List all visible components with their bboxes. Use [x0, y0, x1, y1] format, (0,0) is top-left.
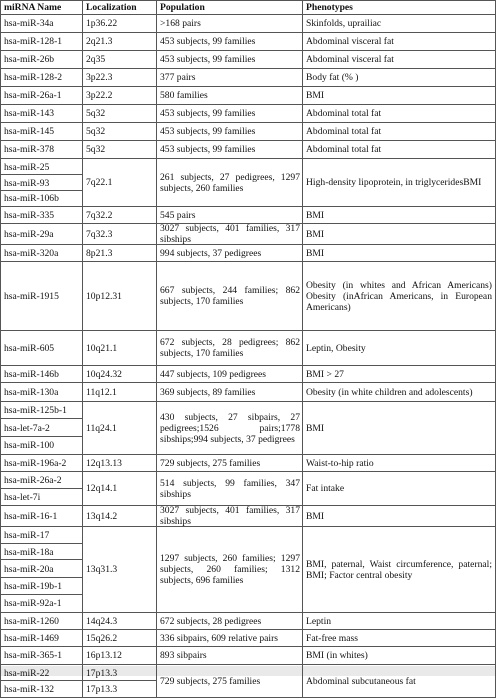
mirna-name-cell-text: hsa-miR-146b	[4, 368, 59, 380]
phenotype-cell-text: BMI	[306, 247, 325, 259]
phenotype-cell-text: Abdominal total fat	[306, 126, 382, 137]
header-mirna-name	[1, 0, 83, 14]
localization-cell	[83, 141, 157, 158]
mirna-name-cell	[1, 472, 83, 489]
localization-cell-text: 10q24.32	[86, 368, 122, 380]
header-mirna-name-text: miRNA Name	[4, 1, 62, 13]
population-cell	[157, 383, 303, 401]
mirna-name-cell-text: hsa-miR-320a	[4, 247, 59, 259]
population-cell-text: 545 pairs	[160, 209, 196, 221]
header-population	[157, 0, 303, 14]
mirna-name-cell	[1, 245, 83, 261]
population-cell	[157, 331, 303, 365]
localization-cell	[83, 51, 157, 68]
mirna-name-cell-text: hsa-miR-605	[4, 342, 55, 354]
localization-cell-text: 1p36.22	[86, 18, 118, 29]
mirna-name-cell-text: hsa-miR-335	[4, 209, 55, 221]
mirna-name-cell-text: hsa-miR-26b	[4, 54, 55, 65]
phenotype-cell	[303, 331, 495, 365]
mirna-name-cell-text: hsa-miR-29a	[4, 228, 54, 240]
population-cell-text: 729 subjects, 275 families	[160, 675, 261, 687]
mirna-name-cell	[1, 419, 83, 437]
localization-cell-text: 10p12.31	[86, 290, 122, 302]
localization-cell	[83, 245, 157, 261]
mirna-name-cell-text: hsa-miR-26a-2	[4, 475, 62, 486]
localization-cell	[83, 506, 157, 526]
phenotype-cell-text: BMI > 27	[306, 368, 344, 380]
phenotype-cell	[303, 69, 495, 86]
localization-cell	[83, 15, 157, 32]
population-cell-text: 261 subjects, 27 pedigrees, 1297 subjects, 260 families	[160, 171, 300, 194]
localization-cell	[83, 665, 157, 681]
localization-cell-text: 12q13.13	[86, 457, 122, 469]
header-phenotypes-text: Phenotypes	[306, 1, 353, 13]
population-cell	[157, 51, 303, 68]
mirna-name-cell	[1, 613, 83, 629]
mirna-name-cell-text: hsa-miR-1260	[4, 615, 59, 627]
mirna-name-cell	[1, 224, 83, 244]
mirna-name-cell-text: hsa-miR-19b-1	[4, 581, 63, 592]
localization-cell	[83, 224, 157, 244]
population-cell-text: 893 sibpairs	[160, 650, 207, 661]
localization-cell-text: 2q21.3	[86, 36, 113, 47]
table-rule	[302, 0, 303, 698]
localization-cell-text: 16p13.12	[86, 650, 122, 661]
population-cell-text: 729 subjects, 275 families	[160, 457, 261, 469]
table-rule	[0, 0, 1, 698]
population-cell	[157, 613, 303, 629]
population-cell	[157, 105, 303, 122]
localization-cell-text: 11q12.1	[86, 386, 117, 398]
localization-cell	[83, 630, 157, 646]
mirna-name-cell	[1, 69, 83, 86]
mirna-name-cell	[1, 262, 83, 330]
localization-cell	[83, 207, 157, 223]
population-cell	[157, 33, 303, 50]
phenotype-cell	[303, 402, 495, 454]
population-cell-text: 447 subjects, 109 pedigrees	[160, 368, 267, 380]
localization-cell-text: 2q35	[86, 54, 106, 65]
phenotype-cell	[303, 630, 495, 646]
population-cell-text: 453 subjects, 99 families	[160, 54, 256, 65]
mirna-name-cell-text: hsa-miR-1469	[4, 632, 59, 644]
phenotype-cell-text: High-density lipoprotein, in triglyceridesBMI	[306, 177, 482, 188]
population-cell-text: 3027 subjects, 401 families, 317 sibships	[160, 506, 300, 526]
mirna-name-cell-text: hsa-let-7i	[4, 491, 41, 503]
mirna-name-cell	[1, 191, 83, 206]
phenotype-cell	[303, 665, 495, 697]
mirna-name-cell	[1, 506, 83, 526]
localization-cell	[83, 383, 157, 401]
mirna-name-cell	[1, 544, 83, 560]
population-cell	[157, 224, 303, 244]
population-cell-text: 672 subjects, 28 pedigrees	[160, 615, 262, 627]
mirna-name-cell	[1, 527, 83, 544]
mirna-name-cell	[1, 595, 83, 612]
mirna-name-cell	[1, 560, 83, 578]
phenotype-cell	[303, 472, 495, 505]
localization-cell	[83, 366, 157, 382]
localization-cell-text: 15q26.2	[86, 632, 118, 644]
phenotype-cell-text: BMI	[306, 422, 325, 434]
phenotype-cell	[303, 51, 495, 68]
population-cell	[157, 647, 303, 664]
localization-cell	[83, 402, 157, 454]
phenotype-cell-text: BMI	[306, 209, 325, 221]
mirna-name-cell	[1, 665, 83, 681]
mirna-name-cell	[1, 51, 83, 68]
population-cell	[157, 366, 303, 382]
population-cell-text: 430 subjects, 27 sibpairs, 27 pedigrees;1526 pairs;1778 sibships;994 subjects, 37 pedigrees	[160, 411, 300, 445]
phenotype-cell	[303, 613, 495, 629]
phenotype-cell	[303, 207, 495, 223]
phenotype-cell-text: Fat intake	[306, 483, 345, 494]
population-cell-text: 377 pairs	[160, 72, 196, 83]
phenotype-cell-text: BMI	[306, 510, 325, 522]
phenotype-cell	[303, 245, 495, 261]
mirna-name-cell-text: hsa-miR-17	[4, 530, 50, 541]
population-cell	[157, 455, 303, 471]
localization-cell-text: 7q32.3	[86, 228, 113, 240]
localization-cell-text: 3p22.3	[86, 72, 113, 83]
mirna-name-cell	[1, 437, 83, 454]
localization-cell-text: 5q32	[86, 108, 106, 119]
phenotype-cell	[303, 262, 495, 330]
localization-cell-text: 3p22.2	[86, 90, 113, 101]
phenotype-cell-text: Abdominal visceral fat	[306, 36, 394, 47]
mirna-name-cell	[1, 175, 83, 191]
localization-cell	[83, 33, 157, 50]
localization-cell	[83, 681, 157, 697]
population-cell	[157, 207, 303, 223]
localization-cell-text: 12q14.1	[86, 483, 118, 494]
phenotype-cell-text: BMI, paternal, Waist circumference, paternal; BMI; Factor central obesity	[306, 558, 492, 581]
mirna-name-cell	[1, 402, 83, 419]
mirna-name-cell-text: hsa-miR-145	[4, 126, 55, 137]
phenotype-cell-text: BMI (in whites)	[306, 650, 368, 661]
table-rule	[156, 0, 157, 698]
phenotype-cell-text: Abdominal subcutaneous fat	[306, 675, 416, 687]
population-cell-text: >168 pairs	[160, 18, 201, 29]
population-cell-text: 453 subjects, 99 families	[160, 108, 256, 119]
mirna-name-cell-text: hsa-miR-26a-1	[4, 90, 62, 101]
localization-cell-text: 7q32.2	[86, 209, 113, 221]
phenotype-cell	[303, 105, 495, 122]
mirna-name-cell	[1, 123, 83, 140]
localization-cell	[83, 123, 157, 140]
mirna-name-cell	[1, 383, 83, 401]
localization-cell-text: 10q21.1	[86, 342, 118, 354]
population-cell	[157, 472, 303, 505]
table-rule	[0, 0, 496, 1]
mirna-name-cell	[1, 366, 83, 382]
localization-cell-text: 11q24.1	[86, 422, 117, 434]
population-cell	[157, 630, 303, 646]
population-cell	[157, 141, 303, 158]
phenotype-cell-text: Abdominal visceral fat	[306, 54, 394, 65]
localization-cell	[83, 472, 157, 505]
mirna-name-cell-text: hsa-miR-365-1	[4, 650, 63, 661]
population-cell	[157, 123, 303, 140]
header-phenotypes	[303, 0, 495, 14]
population-cell-text: 672 subjects, 28 pedigrees; 862 subjects, 170 families	[160, 337, 300, 359]
localization-cell	[83, 105, 157, 122]
phenotype-cell	[303, 15, 495, 32]
header-population-text: Population	[160, 1, 205, 13]
mirna-name-cell-text: hsa-miR-100	[4, 440, 55, 451]
phenotype-cell	[303, 647, 495, 664]
phenotype-cell-text: Abdominal total fat	[306, 108, 382, 119]
population-cell	[157, 402, 303, 454]
phenotype-cell	[303, 506, 495, 526]
mirna-name-cell-text: hsa-let-7a-2	[4, 422, 50, 434]
phenotype-cell	[303, 366, 495, 382]
phenotype-cell	[303, 123, 495, 140]
phenotype-cell	[303, 455, 495, 471]
mirna-name-cell-text: hsa-miR-16-1	[4, 510, 58, 522]
localization-cell	[83, 69, 157, 86]
localization-cell	[83, 262, 157, 330]
mirna-name-cell-text: hsa-miR-34a	[4, 18, 54, 29]
localization-cell-text: 8p21.3	[86, 247, 113, 259]
localization-cell-text: 14q24.3	[86, 615, 118, 627]
localization-cell	[83, 331, 157, 365]
phenotype-cell	[303, 527, 495, 612]
mirna-name-cell	[1, 15, 83, 32]
localization-cell	[83, 159, 157, 206]
localization-cell-text: 17p13.3	[86, 667, 118, 679]
population-cell-text: 667 subjects, 244 families; 862 subjects, 170 families	[160, 285, 300, 307]
population-cell	[157, 15, 303, 32]
mirna-name-cell-text: hsa-miR-125b-1	[4, 405, 67, 416]
mirna-name-cell-text: hsa-miR-93	[4, 177, 50, 189]
phenotype-cell-text: Skinfolds, uprailiac	[306, 18, 382, 29]
localization-cell-text: 13q14.2	[86, 510, 118, 522]
mirna-name-cell-text: hsa-miR-1915	[4, 290, 59, 302]
mirna-name-cell-text: hsa-miR-18a	[4, 546, 54, 558]
header-localization	[83, 0, 157, 14]
mirna-name-cell	[1, 455, 83, 471]
phenotype-cell-text: Leptin	[306, 615, 332, 627]
phenotype-cell	[303, 224, 495, 244]
mirna-name-cell-text: hsa-miR-128-1	[4, 36, 63, 47]
population-cell	[157, 159, 303, 206]
phenotype-cell-text: BMI	[306, 228, 325, 240]
phenotype-cell	[303, 383, 495, 401]
mirna-name-cell	[1, 489, 83, 505]
table-rule	[82, 0, 83, 698]
header-localization-text: Localization	[86, 1, 137, 13]
mirna-name-cell	[1, 331, 83, 365]
phenotype-cell-text: Waist-to-hip ratio	[306, 457, 374, 469]
population-cell-text: 369 subjects, 89 families	[160, 386, 256, 398]
population-cell-text: 3027 subjects, 401 families, 317 sibships	[160, 224, 300, 244]
mirna-name-cell	[1, 647, 83, 664]
localization-cell	[83, 87, 157, 104]
mirna-name-cell	[1, 681, 83, 697]
population-cell	[157, 245, 303, 261]
mirna-name-cell	[1, 33, 83, 50]
mirna-name-cell-text: hsa-miR-128-2	[4, 72, 63, 83]
phenotype-cell-text: Abdominal total fat	[306, 144, 382, 155]
localization-cell	[83, 647, 157, 664]
mirna-name-cell	[1, 578, 83, 595]
phenotype-cell-text: Leptin, Obesity	[306, 342, 366, 354]
localization-cell-text: 17p13.3	[86, 683, 118, 695]
phenotype-cell-text: Fat-free mass	[306, 632, 358, 644]
mirna-name-cell	[1, 207, 83, 223]
population-cell-text: 453 subjects, 99 families	[160, 36, 256, 47]
mirna-name-cell	[1, 159, 83, 175]
localization-cell	[83, 455, 157, 471]
population-cell-text: 453 subjects, 99 families	[160, 144, 256, 155]
mirna-name-cell-text: hsa-miR-130a	[4, 386, 59, 398]
population-cell-text: 580 families	[160, 90, 208, 101]
mirna-name-cell	[1, 87, 83, 104]
population-cell	[157, 87, 303, 104]
phenotype-cell-text: BMI	[306, 90, 325, 101]
mirna-name-cell	[1, 105, 83, 122]
mirna-name-cell-text: hsa-miR-143	[4, 108, 55, 119]
phenotype-cell-text: Body fat (% )	[306, 72, 359, 83]
population-cell-text: 994 subjects, 37 pedigrees	[160, 247, 262, 259]
mirna-name-cell-text: hsa-miR-378	[4, 144, 55, 155]
phenotype-cell-text: Obesity (in whites and African Americans) Obesity (inAfrican Americans, in European Americans)	[306, 279, 492, 313]
localization-cell-text: 5q32	[86, 144, 106, 155]
phenotype-cell	[303, 33, 495, 50]
mirna-name-cell	[1, 630, 83, 646]
population-cell	[157, 262, 303, 330]
phenotype-cell	[303, 141, 495, 158]
localization-cell-text: 13q31.3	[86, 564, 118, 575]
mirna-name-cell-text: hsa-miR-132	[4, 683, 55, 695]
population-cell	[157, 506, 303, 526]
localization-cell-text: 5q32	[86, 126, 106, 137]
population-cell	[157, 665, 303, 697]
mirna-name-cell-text: hsa-miR-196a-2	[4, 457, 67, 469]
population-cell-text: 1297 subjects, 260 families; 1297 subjects, 260 families; 1312 subjects, 696 families	[160, 553, 300, 586]
localization-cell-text: 7q22.1	[86, 177, 113, 188]
population-cell-text: 514 subjects, 99 families, 347 sibships	[160, 477, 300, 500]
mirna-name-cell-text: hsa-miR-20a	[4, 563, 54, 575]
mirna-name-cell-text: hsa-miR-22	[4, 667, 50, 679]
mirna-name-cell	[1, 141, 83, 158]
localization-cell	[83, 527, 157, 612]
mirna-name-cell-text: hsa-miR-106b	[4, 193, 59, 204]
population-cell	[157, 527, 303, 612]
mirna-name-cell-text: hsa-miR-25	[4, 161, 50, 173]
localization-cell	[83, 613, 157, 629]
population-cell	[157, 69, 303, 86]
population-cell-text: 336 sibpairs, 609 relative pairs	[160, 632, 279, 644]
population-cell-text: 453 subjects, 99 families	[160, 126, 256, 137]
mirna-name-cell-text: hsa-miR-92a-1	[4, 598, 62, 609]
phenotype-cell	[303, 159, 495, 206]
phenotype-cell	[303, 87, 495, 104]
phenotype-cell-text: Obesity (in white children and adolescents)	[306, 386, 473, 398]
